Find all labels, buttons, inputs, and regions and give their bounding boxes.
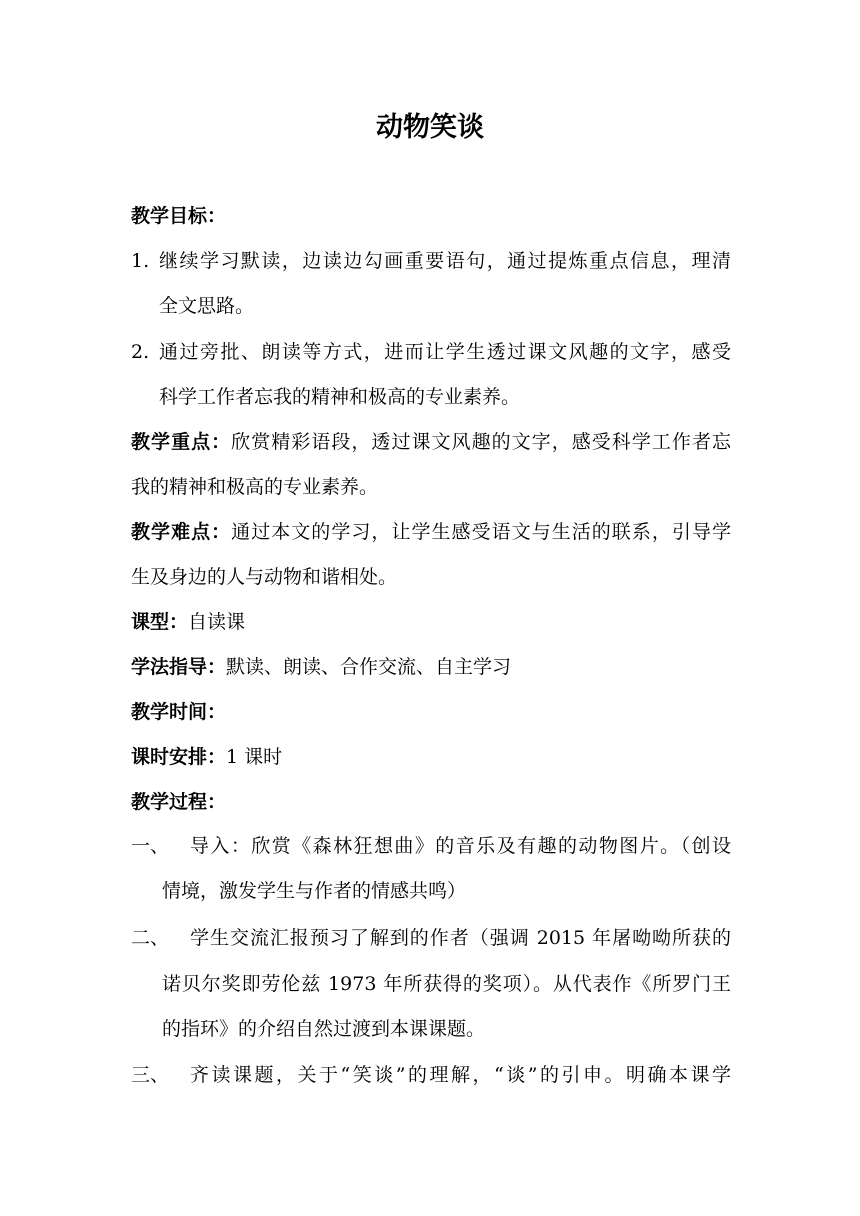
document-title: 动物笑谈 [376, 112, 484, 143]
step-text: 学生交流汇报预习了解到的作者（强调 2015 年屠呦呦所获的 [190, 927, 731, 949]
focus-line-2: 我的精神和极高的专业素养。 [131, 476, 379, 498]
difficulty-line-1 [131, 517, 731, 547]
method-line [131, 652, 731, 682]
objective-number: 1. [131, 250, 150, 272]
method-value: 默读、朗读、合作交流、自主学习 [226, 656, 512, 678]
process-step-2 [131, 923, 731, 953]
step-text-continued: 诺贝尔奖即劳伦兹 1973 年所获得的奖项）。从代表作《所罗门王 [162, 973, 731, 995]
process-heading: 教学过程： [131, 791, 227, 813]
step-text: 齐读课题，关于“笑谈”的理解，“谈”的引申。明确本课学 [190, 1064, 731, 1086]
focus-label: 教学重点： [131, 431, 232, 453]
difficulty-line-2: 生及身边的人与动物和谐相处。 [131, 566, 398, 588]
step-number: 二、 [131, 927, 170, 949]
lesson-type-line [131, 607, 731, 637]
step-text: 导入：欣赏《森林狂想曲》的音乐及有趣的动物图片。（创设 [190, 835, 731, 857]
process-step-3 [131, 1060, 731, 1090]
focus-text: 欣赏精彩语段，透过课文风趣的文字，感受科学工作者忘 [231, 431, 731, 453]
difficulty-text: 通过本文的学习，让学生感受语文与生活的联系，引导学 [231, 521, 731, 543]
difficulty-label: 教学难点： [131, 521, 232, 543]
step-text-continued: 情境，激发学生与作者的情感共鸣） [162, 880, 467, 902]
step-number: 三、 [131, 1064, 170, 1086]
objective-text-continued: 全文思路。 [159, 295, 255, 317]
schedule-value: 1 课时 [226, 746, 283, 768]
objective-text-continued: 科学工作者忘我的精神和极高的专业素养。 [159, 386, 521, 408]
lesson-type-value: 自读课 [188, 611, 246, 633]
step-number: 一、 [131, 835, 170, 857]
objectives-heading: 教学目标： [131, 205, 227, 227]
objective-item-1 [131, 246, 731, 276]
step-text-continued: 的指环》的介绍自然过渡到本课课题。 [162, 1018, 486, 1040]
process-step-1 [131, 831, 731, 861]
focus-line-1 [131, 427, 731, 457]
objective-text: 通过旁批、朗读等方式，进而让学生透过课文风趣的文字，感受 [159, 341, 731, 363]
method-label: 学法指导： [131, 656, 227, 678]
objective-number: 2. [131, 341, 150, 363]
time-label: 教学时间： [131, 701, 227, 723]
objective-item-2 [131, 337, 731, 367]
schedule-label: 课时安排： [131, 746, 227, 768]
objective-text: 继续学习默读，边读边勾画重要语句，通过提炼重点信息，理清 [159, 250, 731, 272]
schedule-line [131, 742, 731, 772]
lesson-type-label: 课型： [131, 611, 189, 633]
